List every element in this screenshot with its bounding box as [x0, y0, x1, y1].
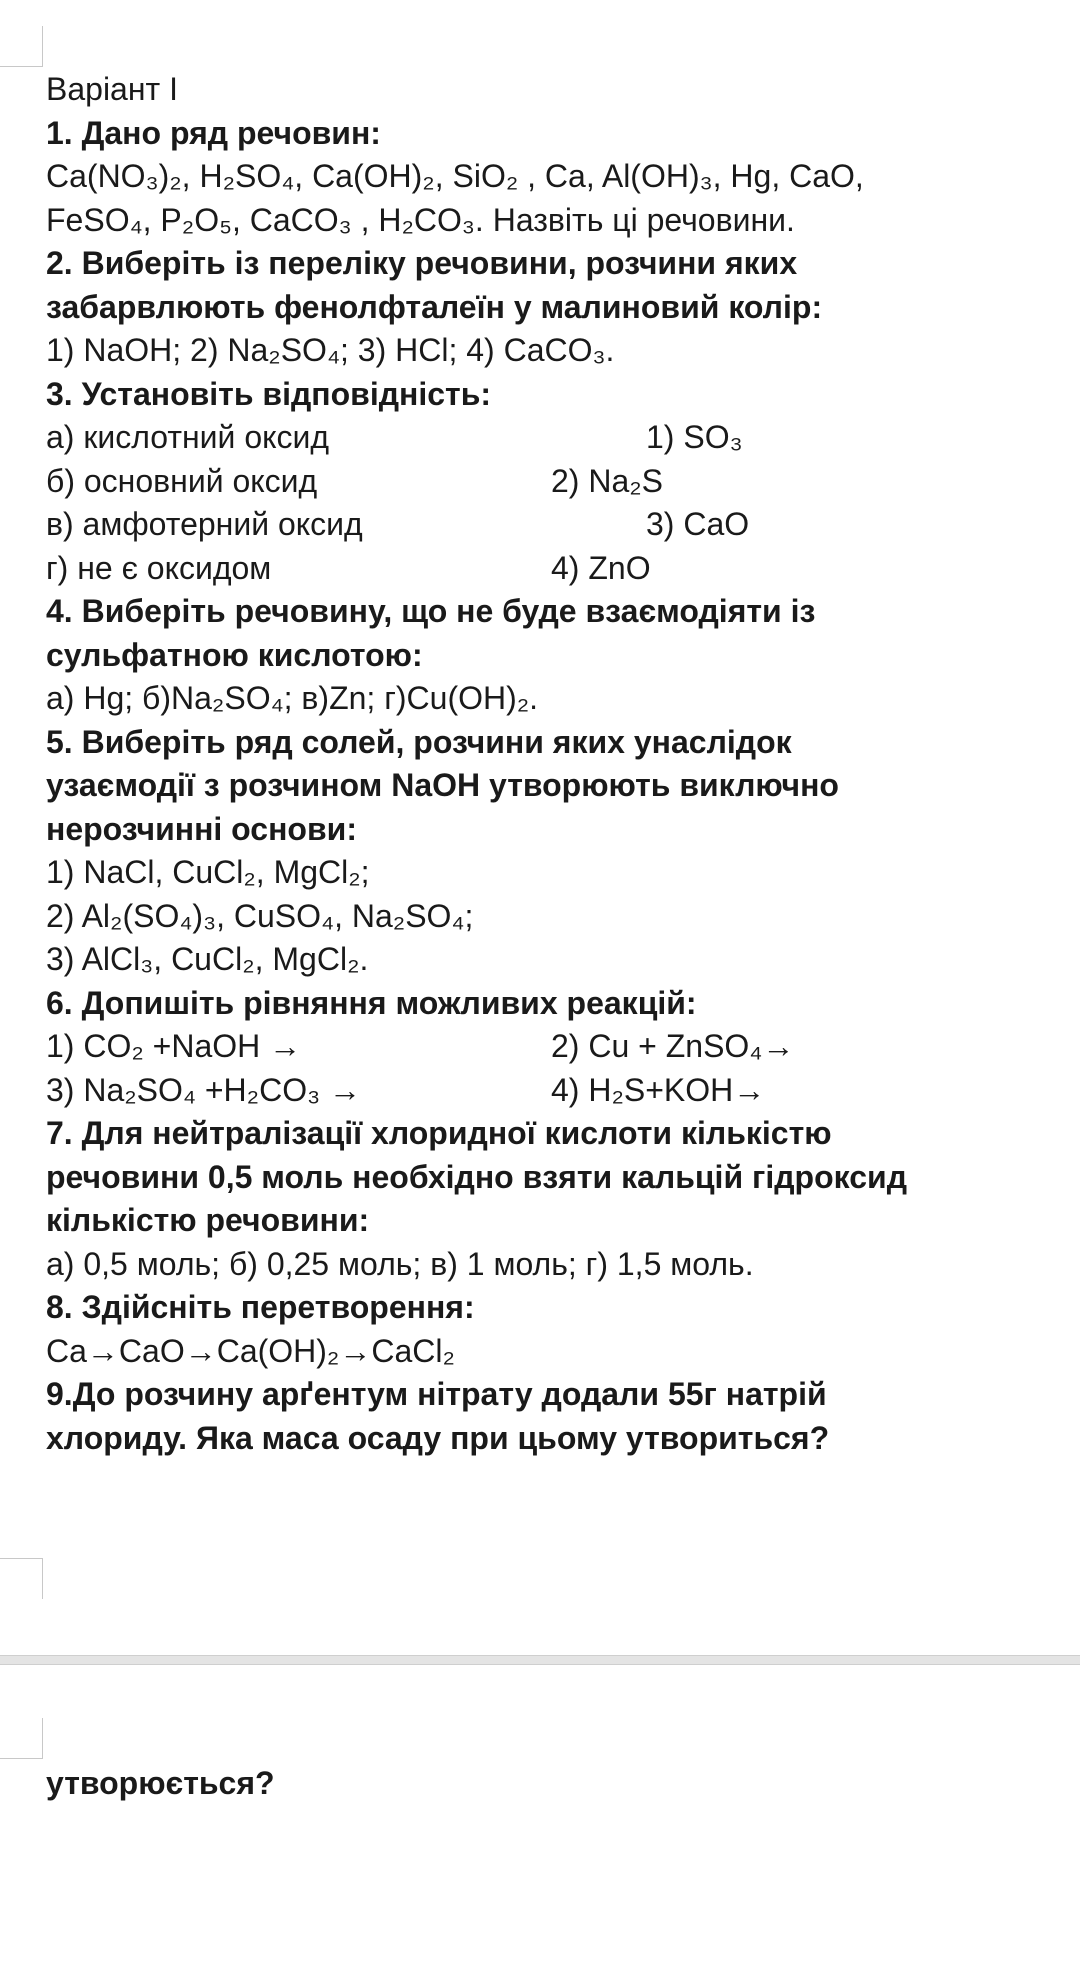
- q5-option-2: 2) Al₂(SO₄)₃, CuSO₄, Na₂SO₄;: [46, 897, 474, 934]
- page-corner-marker-page-2: [0, 1718, 43, 1759]
- q6-reaction-1: 1) CO₂ +NaOH →: [46, 1028, 302, 1064]
- q3-row-a: [46, 416, 1080, 460]
- q1-title: 1. Дано ряд речовин:: [46, 114, 381, 151]
- q4-title-1: 4. Виберіть речовину, що не буде взаємодіяти із: [46, 593, 816, 629]
- q1-line-1: Ca(NO₃)₂, H₂SO₄, Ca(OH)₂, SiO₂ , Ca, Al(OH)₃, Hg, CaO,: [46, 158, 864, 194]
- q4-title-2: сульфатною кислотою:: [46, 636, 423, 673]
- q6-row-2: [46, 1069, 1080, 1113]
- q3-row-d: [46, 547, 1080, 591]
- page-separator: [0, 1655, 1080, 1665]
- q3-row-d-left: г) не є оксидом: [46, 549, 272, 586]
- q7-title-3: кількістю речовини:: [46, 1202, 370, 1238]
- q2-title-1: 2. Виберіть із переліку речовини, розчини яких: [46, 245, 798, 281]
- q4-options: а) Hg; б)Na₂SO₄; в)Zn; г)Cu(OH)₂.: [46, 680, 539, 716]
- page-2-text: утворюється?: [46, 1765, 275, 1801]
- q3-row-d-right: 4) ZnO: [551, 549, 651, 586]
- q5-title-3: нерозчинні основи:: [46, 810, 357, 847]
- worksheet-content: [46, 68, 1080, 1460]
- q9-line-1: 9.До розчину арґентум нітрату додали 55г натрій: [46, 1376, 827, 1412]
- q7-title-2: речовини 0,5 моль необхідно взяти кальцій гідроксид: [46, 1158, 907, 1195]
- q5-option-1: 1) NaCl, CuCl₂, MgCl₂;: [46, 854, 370, 890]
- q3-title: 3. Установіть відповідність:: [46, 375, 492, 412]
- q3-row-c-right: 3) CaO: [646, 506, 750, 542]
- q7-title-1: 7. Для нейтралізації хлоридної кислоти кількістю: [46, 1115, 832, 1151]
- q2-title-2: забарвлюють фенолфталеїн у малиновий колір:: [46, 288, 823, 325]
- q3-row-c: [46, 503, 1080, 547]
- page-corner-marker: [0, 26, 43, 67]
- q6-reaction-4: 4) H₂S+KOH→: [551, 1071, 766, 1108]
- q8-title: 8. Здійсніть перетворення:: [46, 1289, 475, 1325]
- q3-row-b: [46, 460, 1080, 504]
- q6-reaction-2: 2) Cu + ZnSO₄→: [551, 1028, 795, 1064]
- q2-options: 1) NaOH; 2) Na₂SO₄; 3) HCl; 4) CaCO₃.: [46, 332, 615, 368]
- q9-line-2: хлориду. Яка маса осаду при цьому утвориться?: [46, 1419, 830, 1456]
- q5-title-1: 5. Виберіть ряд солей, розчини яких унаслідок: [46, 723, 792, 760]
- q3-row-a-left: а) кислотний оксид: [46, 419, 330, 455]
- page-corner-marker-bottom: [0, 1558, 43, 1599]
- q6-reaction-3: 3) Na₂SO₄ +H₂CO₃ →: [46, 1071, 361, 1108]
- document-page-2: [0, 1665, 1080, 1972]
- variant-heading: Варіант І: [46, 71, 178, 107]
- q6-title: 6. Допишіть рівняння можливих реакцій:: [46, 984, 697, 1021]
- q6-row-1: [46, 1025, 1080, 1069]
- q3-row-b-right: 2) Na₂S: [551, 462, 664, 499]
- q5-option-3: 3) AlCl₃, CuCl₂, MgCl₂.: [46, 941, 369, 977]
- q7-options: а) 0,5 моль; б) 0,25 моль; в) 1 моль; г) 1,5 моль.: [46, 1245, 754, 1282]
- q1-line-2: FeSO₄, P₂O₅, CaCO₃ , H₂CO₃. Назвіть ці речовини.: [46, 201, 795, 238]
- q5-title-2: узаємодії з розчином NaOH утворюють виключно: [46, 767, 839, 803]
- q3-row-a-right: 1) SO₃: [646, 419, 743, 455]
- q8-chain: Ca→CaO→Ca(OH)₂→CaCl₂: [46, 1332, 455, 1369]
- q3-row-b-left: б) основний оксид: [46, 462, 318, 499]
- q3-row-c-left: в) амфотерний оксид: [46, 506, 363, 542]
